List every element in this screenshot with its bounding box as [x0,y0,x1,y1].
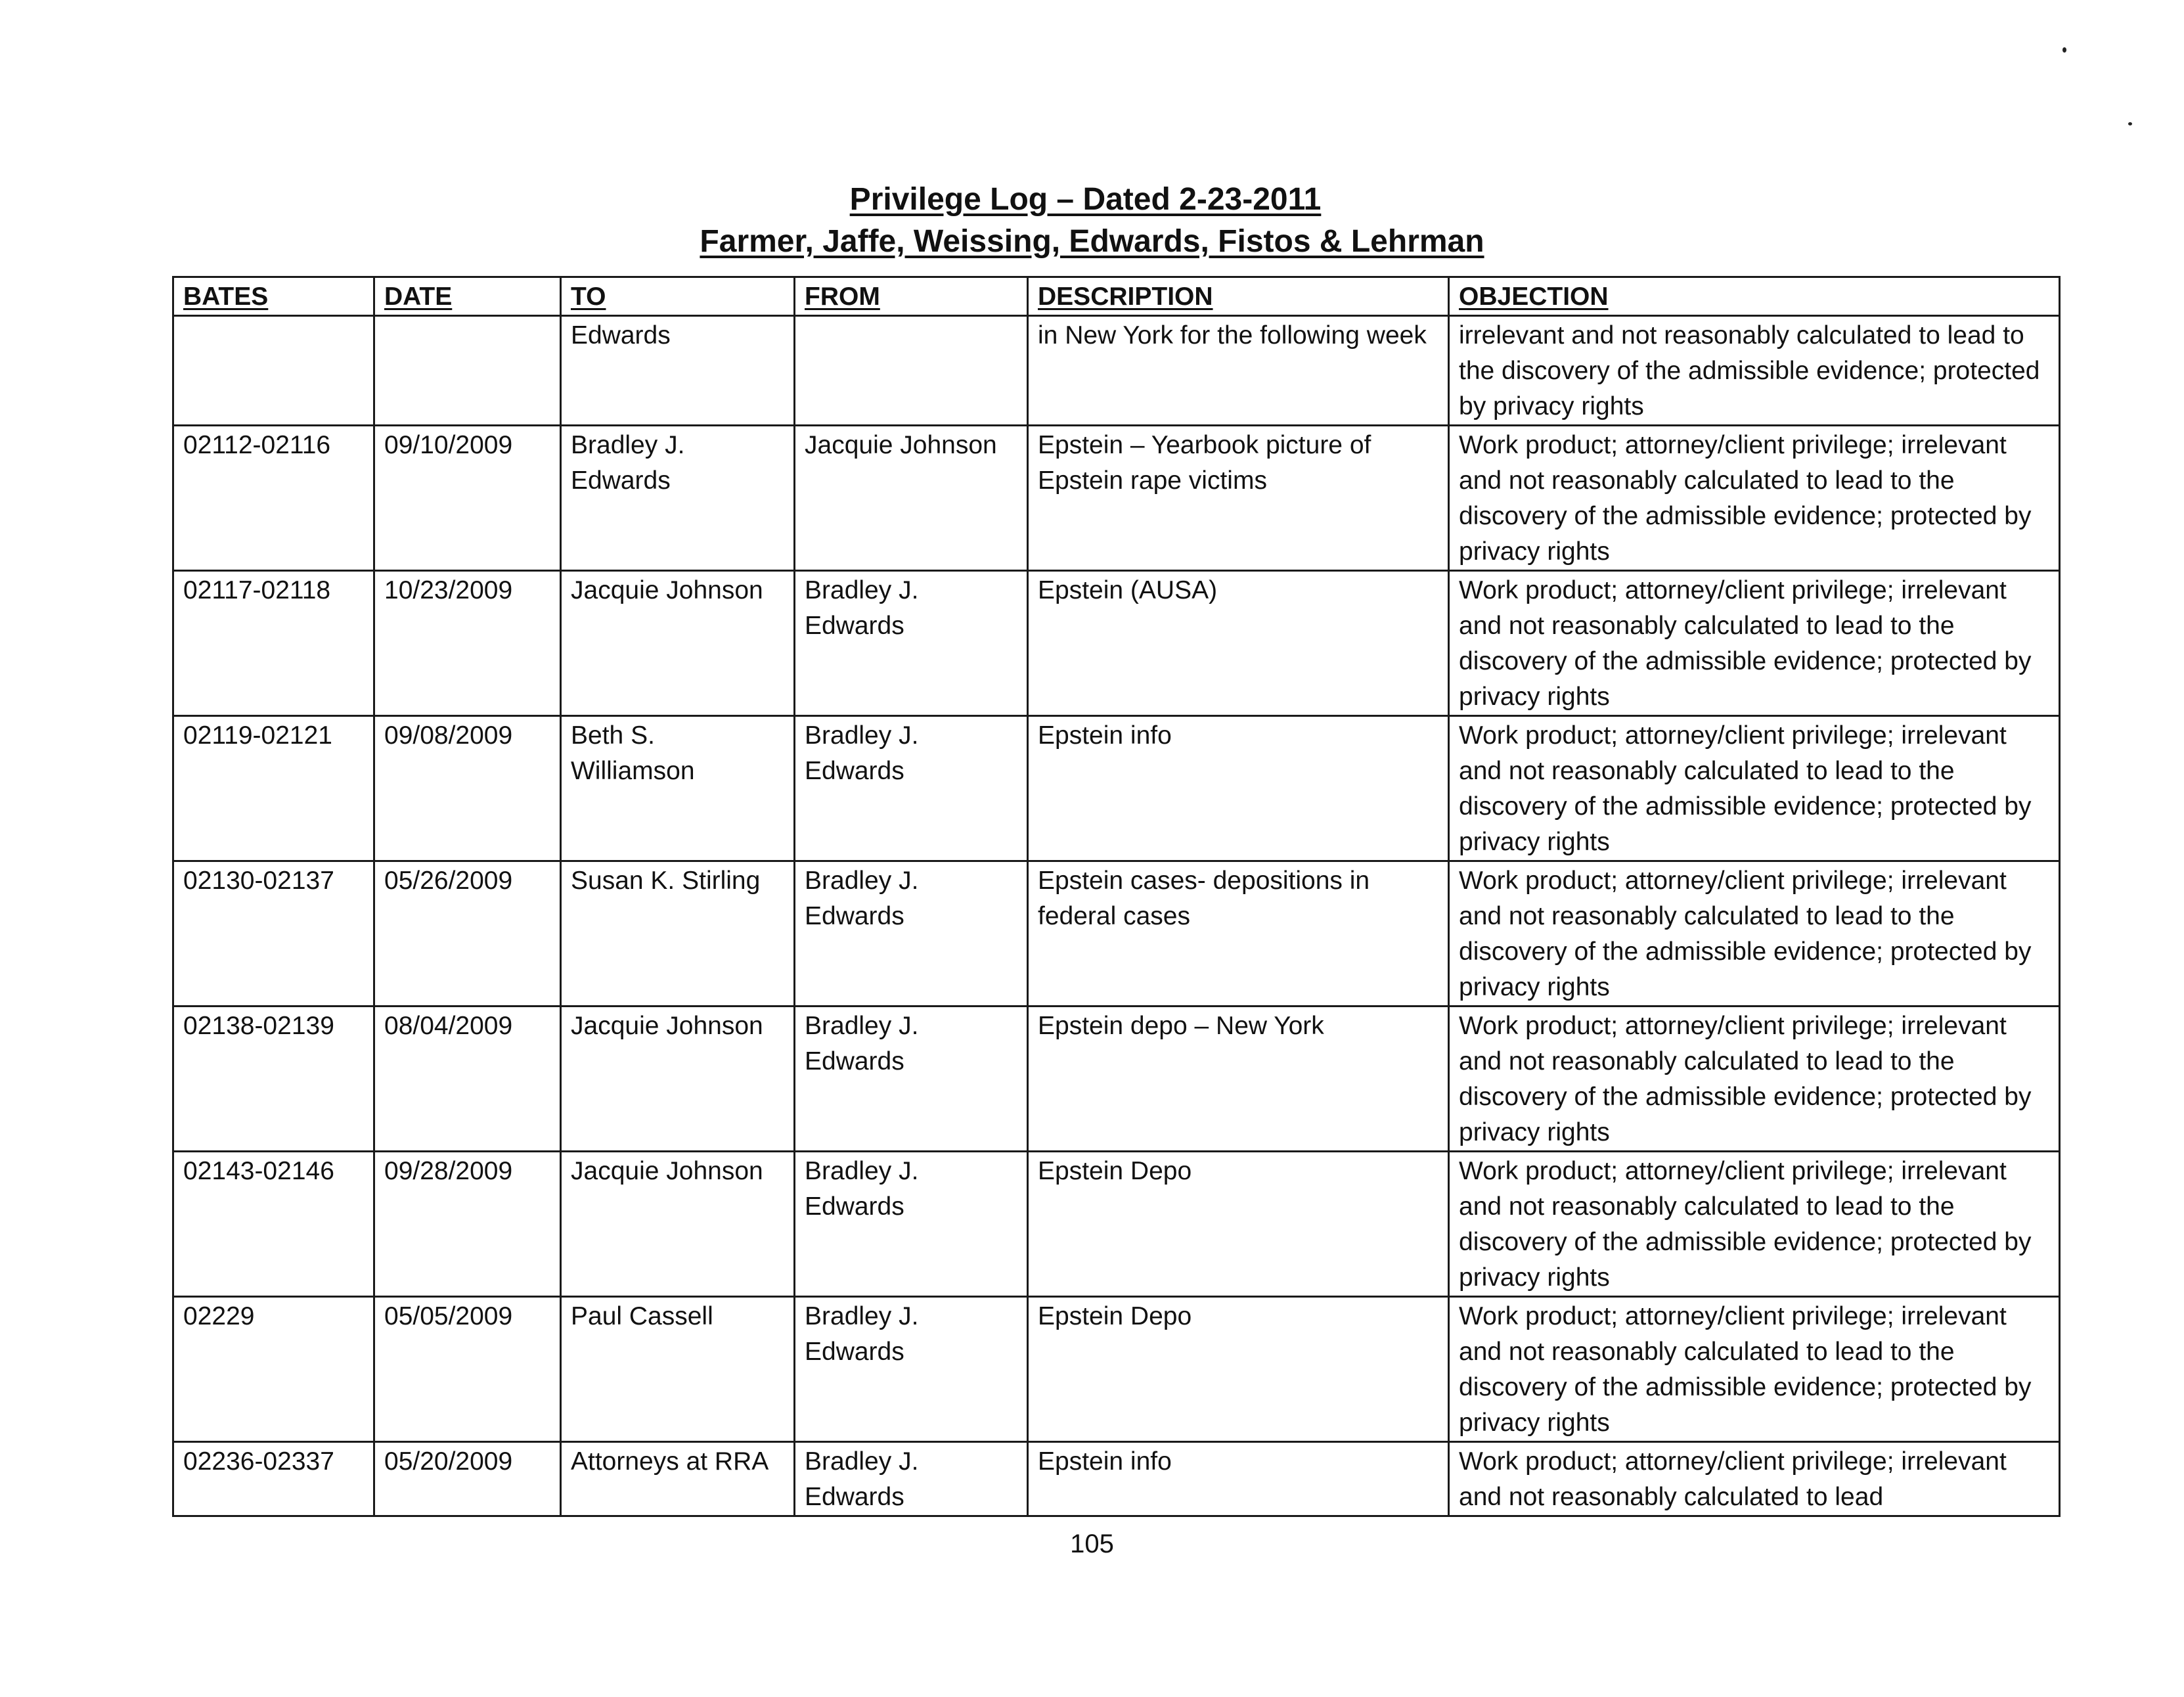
column-header-from: FROM [795,277,1028,316]
cell-date: 05/26/2009 [374,861,561,1007]
cell-description: in New York for the following week [1028,316,1449,426]
cell-description: Epstein – Yearbook picture of Epstein rape victims [1028,426,1449,571]
cell-bates: 02130-02137 [173,861,374,1007]
cell-description: Epstein info [1028,1442,1449,1516]
cell-date: 09/08/2009 [374,716,561,861]
column-header-date: DATE [374,277,561,316]
cell-objection: Work product; attorney/client privilege; irrelevant and not reasonably calculated to lead to the discovery of the admissible evidence; protected by privacy rights [1449,861,2060,1007]
scan-speck [2062,47,2066,53]
cell-objection: Work product; attorney/client privilege; irrelevant and not reasonably calculated to lead to the discovery of the admissible evidence; protected by privacy rights [1449,426,2060,571]
cell-description: Epstein (AUSA) [1028,571,1449,716]
cell-from: Bradley J. Edwards [795,1442,1028,1516]
cell-to: Attorneys at RRA [561,1442,795,1516]
cell-from: Bradley J. Edwards [795,1297,1028,1442]
title-line-1: Privilege Log – Dated 2-23-2011 [849,182,1322,217]
cell-to: Bradley J. Edwards [561,426,795,571]
cell-bates: 02143-02146 [173,1152,374,1297]
cell-bates: 02229 [173,1297,374,1442]
table-row [173,1152,2060,1297]
cell-bates [173,316,374,426]
cell-to: Edwards [561,316,795,426]
cell-from: Bradley J. Edwards [795,1152,1028,1297]
cell-date: 05/05/2009 [374,1297,561,1442]
cell-date: 08/04/2009 [374,1007,561,1152]
cell-date: 09/28/2009 [374,1152,561,1297]
column-header-description: DESCRIPTION [1028,277,1449,316]
cell-objection: Work product; attorney/client privilege; irrelevant and not reasonably calculated to lead to the discovery of the admissible evidence; protected by privacy rights [1449,1297,2060,1442]
cell-from: Bradley J. Edwards [795,1007,1028,1152]
cell-description: Epstein Depo [1028,1297,1449,1442]
privilege-log-table [172,276,2061,1517]
document-title [0,179,2184,263]
cell-date: 05/20/2009 [374,1442,561,1516]
column-header-bates: BATES [173,277,374,316]
cell-from [795,316,1028,426]
table-row [173,716,2060,861]
cell-to: Jacquie Johnson [561,1152,795,1297]
cell-objection: Work product; attorney/client privilege; irrelevant and not reasonably calculated to lead to the discovery of the admissible evidence; protected by privacy rights [1449,1152,2060,1297]
table-row [173,1442,2060,1516]
cell-to: Paul Cassell [561,1297,795,1442]
cell-from: Bradley J. Edwards [795,861,1028,1007]
cell-bates: 02117-02118 [173,571,374,716]
cell-objection: Work product; attorney/client privilege; irrelevant and not reasonably calculated to lead to the discovery of the admissible evidence; protected by privacy rights [1449,716,2060,861]
cell-from: Bradley J. Edwards [795,571,1028,716]
cell-objection: irrelevant and not reasonably calculated to lead to the discovery of the admissible evidence; protected by privacy rights [1449,316,2060,426]
cell-from: Jacquie Johnson [795,426,1028,571]
cell-date [374,316,561,426]
cell-description: Epstein info [1028,716,1449,861]
table-row [173,1007,2060,1152]
column-header-objection: OBJECTION [1449,277,2060,316]
title-line-2: Farmer, Jaffe, Weissing, Edwards, Fistos & Lehrman [700,224,1484,259]
cell-bates: 02236-02337 [173,1442,374,1516]
table-row [173,571,2060,716]
table-row [173,316,2060,426]
cell-objection: Work product; attorney/client privilege; irrelevant and not reasonably calculated to lead to the discovery of the admissible evidence; protected by privacy rights [1449,571,2060,716]
cell-objection: Work product; attorney/client privilege; irrelevant and not reasonably calculated to lead [1449,1442,2060,1516]
cell-bates: 02112-02116 [173,426,374,571]
cell-description: Epstein cases- depositions in federal cases [1028,861,1449,1007]
cell-to: Susan K. Stirling [561,861,795,1007]
cell-date: 09/10/2009 [374,426,561,571]
cell-to: Jacquie Johnson [561,571,795,716]
scan-speck [2128,122,2132,125]
table-row [173,426,2060,571]
column-header-to: TO [561,277,795,316]
table-header-row [173,277,2060,316]
cell-to: Jacquie Johnson [561,1007,795,1152]
cell-description: Epstein Depo [1028,1152,1449,1297]
cell-description: Epstein depo – New York [1028,1007,1449,1152]
cell-bates: 02138-02139 [173,1007,374,1152]
cell-from: Bradley J. Edwards [795,716,1028,861]
table-row [173,1297,2060,1442]
cell-bates: 02119-02121 [173,716,374,861]
cell-date: 10/23/2009 [374,571,561,716]
page-number: 105 [1070,1529,1114,1558]
cell-objection: Work product; attorney/client privilege; irrelevant and not reasonably calculated to lead to the discovery of the admissible evidence; protected by privacy rights [1449,1007,2060,1152]
table-row [173,861,2060,1007]
cell-to: Beth S. Williamson [561,716,795,861]
